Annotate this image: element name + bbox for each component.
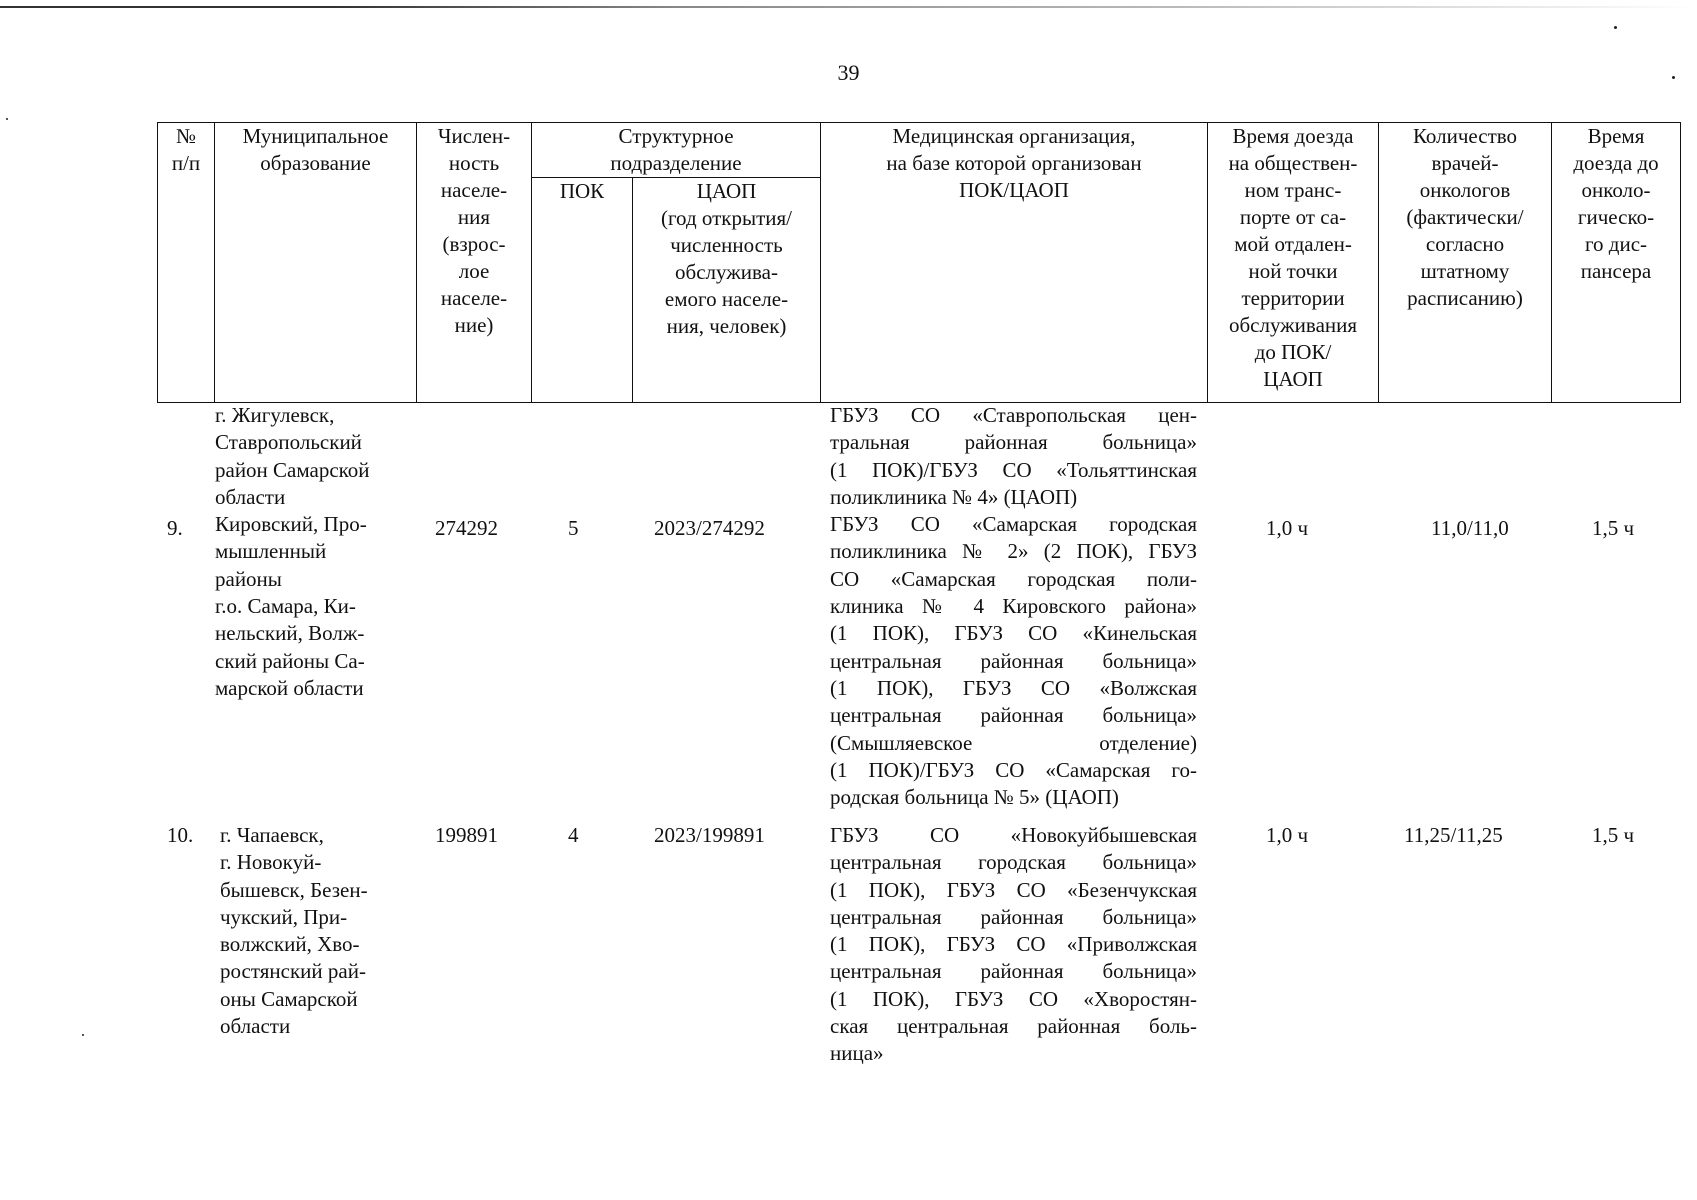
row-tsaop: 2023/274292 — [654, 516, 765, 540]
row-municipality: г. Чапаевск, г. Новокуй- бышевск, Безен- чукский, При- волжский, Хво- ростянский рай- оны Самарской области — [220, 823, 368, 1039]
row-travel-time: 1,0 ч — [1266, 823, 1309, 847]
row-travel-time: 1,0 ч — [1266, 516, 1309, 540]
row-med-org: ГБУЗ СО «Ставропольская цен- тральная районная больница» (1 ПОК)/ГБУЗ СО «Тольяттинская поликлиника № 4» (ЦАОП) ГБУЗ СО «Самарская городская поликлиника № 2» (2 ПОК), ГБУЗ СО «Самарская городская поли- клиника № 4 Кировского района» (1 ПОК), ГБУЗ СО «Кинельская центральная районная больница» (1 ПОК), ГБУЗ СО «Волжская центральная районная больница» (Смышляевское отделение) (1 ПОК)/ГБУЗ СО «Самарская го- родская больница № 5» (ЦАОП) — [830, 403, 1197, 810]
header-dispensary-time: Время доезда до онколо- гическо- го дис- пансера — [1552, 123, 1681, 403]
header-oncologists: Количество врачей- онкологов (фактически/ согласно штатному расписанию) — [1379, 123, 1552, 403]
header-tsaop: ЦАОП (год открытия/ численность обслужива- емого населе- ния, человек) — [633, 178, 821, 403]
row-oncologists: 11,0/11,0 — [1431, 516, 1509, 540]
row-pok: 4 — [568, 823, 579, 847]
header-municipality: Муниципальное образование — [215, 123, 417, 403]
header-travel-time: Время доезда на обществен- ном транс- порте от са- мой отдален- ной точки территории обслуживания до ПОК/ ЦАОП — [1208, 123, 1379, 403]
header-num: № п/п — [158, 123, 215, 403]
scan-speck — [82, 1034, 84, 1036]
row-dispensary-time: 1,5 ч — [1592, 516, 1635, 540]
row-med-org: ГБУЗ СО «Новокуйбышевская центральная городская больница» (1 ПОК), ГБУЗ СО «Безенчукская центральная районная больница» (1 ПОК), ГБУЗ СО «Приволжская центральная районная больница» (1 ПОК), ГБУЗ СО «Хворостян- ская центральная районная боль- ница» — [830, 823, 1197, 1066]
scan-speck — [6, 118, 8, 120]
header-population: Числен- ность населе- ния (взрос- лое населе- ние) — [417, 123, 532, 403]
row-num: 9. — [167, 516, 183, 540]
row-pok: 5 — [568, 516, 579, 540]
row-population: 199891 — [435, 823, 498, 847]
table-header — [157, 122, 1681, 403]
row-dispensary-time: 1,5 ч — [1592, 823, 1635, 847]
row-municipality: г. Жигулевск, Ставропольский район Самарской области Кировский, Про- мышленный районы г.о. Самара, Ки- нельский, Волж- ский районы Са- марской области — [215, 403, 370, 700]
scan-edge-line — [0, 6, 1697, 8]
row-population: 274292 — [435, 516, 498, 540]
row-tsaop: 2023/199891 — [654, 823, 765, 847]
row-num: 10. — [167, 823, 194, 847]
scan-speck — [1614, 26, 1617, 29]
row-oncologists: 11,25/11,25 — [1404, 823, 1503, 847]
page-number: 39 — [837, 60, 860, 85]
header-structural: Структурное подразделение — [532, 123, 821, 178]
header-med-org: Медицинская организация, на базе которой организован ПОК/ЦАОП — [821, 123, 1208, 403]
scan-speck — [1672, 76, 1675, 79]
header-pok: ПОК — [532, 178, 633, 403]
